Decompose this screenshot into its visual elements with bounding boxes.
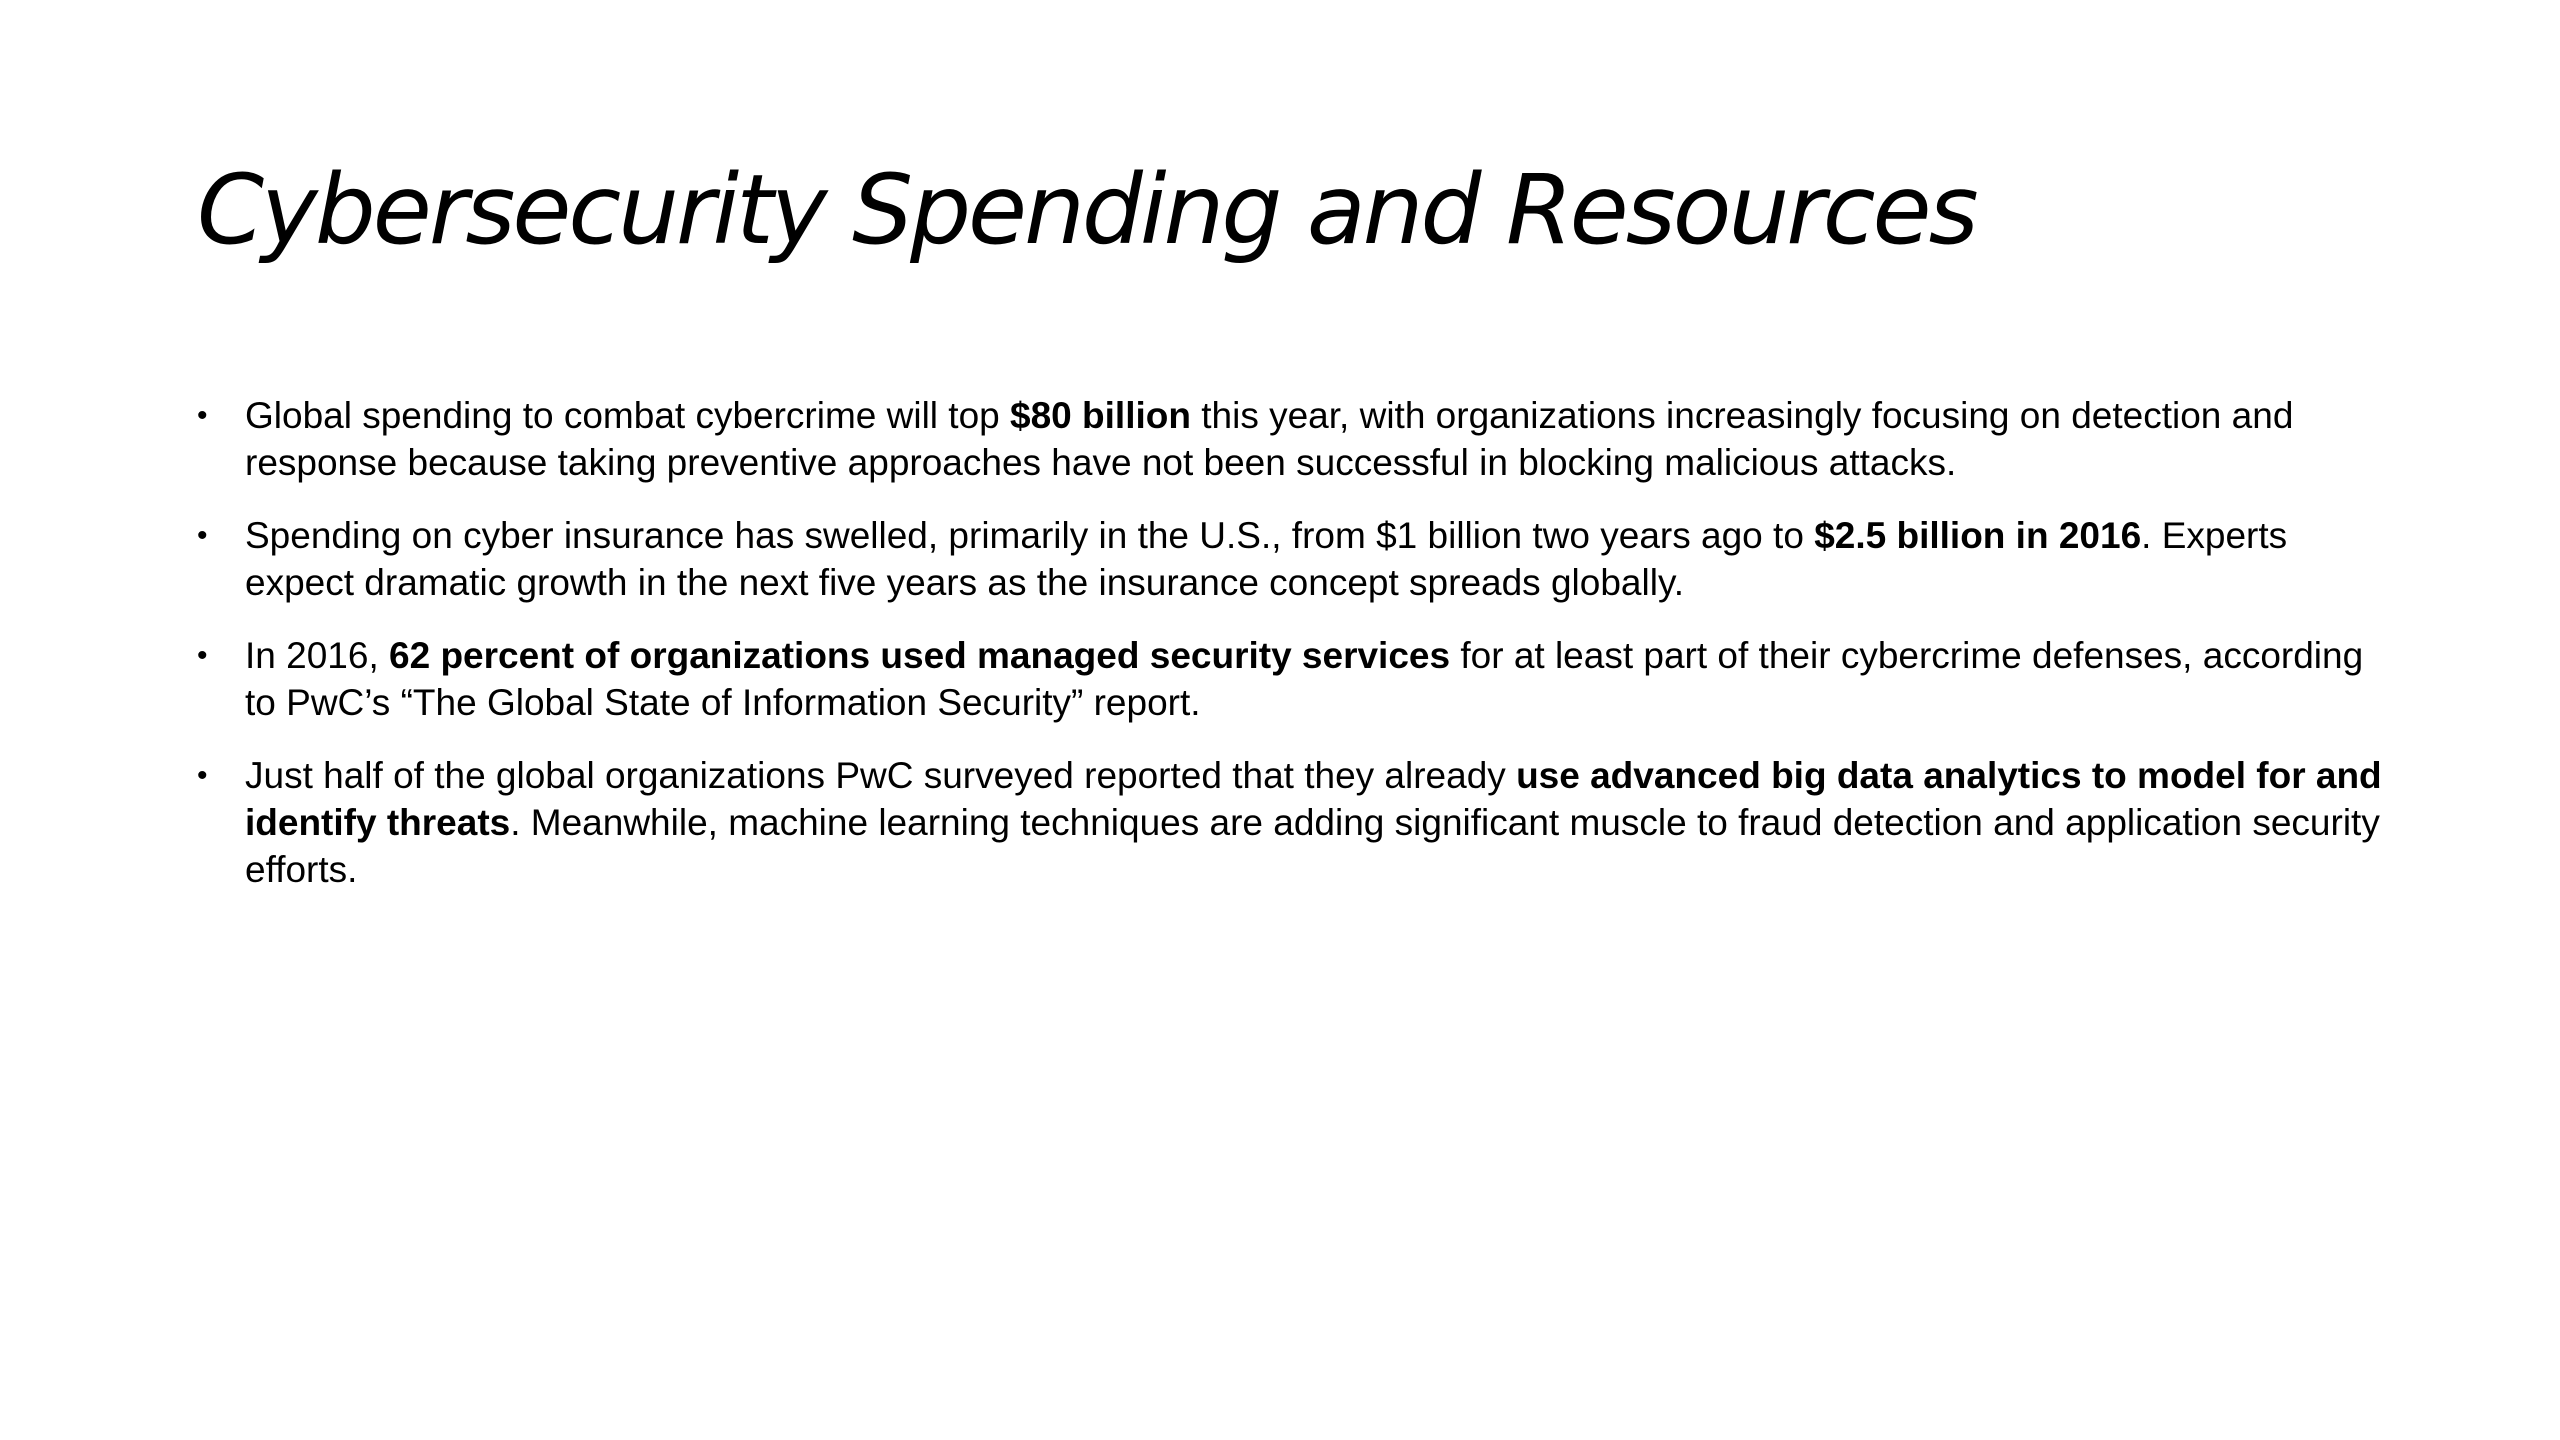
- text-segment: Spending on cyber insurance has swelled, primarily in the U.S., from $1 billion two years ago to: [245, 515, 1815, 556]
- text-segment: this year, with organizations increasingly focusing on detection and response because taking preventive approaches have not been successful in blocking malicious attacks.: [245, 395, 2294, 483]
- bullet-dot-icon: •: [197, 519, 208, 552]
- bold-text-segment: $80 billion: [1010, 395, 1191, 436]
- slide-title: Cybersecurity Spending and Resources: [197, 154, 1976, 266]
- text-segment: . Meanwhile, machine learning techniques are adding significant muscle to fraud detection and application security efforts.: [245, 802, 2380, 890]
- bullet-text: [245, 755, 2382, 890]
- bullet-text: [245, 395, 2293, 483]
- bullet-item: [197, 512, 2397, 606]
- text-segment: . Experts expect dramatic growth in the next five years as the insurance concept spreads globally.: [245, 515, 2288, 603]
- text-segment: In 2016,: [245, 635, 390, 676]
- bullet-text: [245, 515, 2287, 603]
- text-segment: Global spending to combat cybercrime will top: [245, 395, 1011, 436]
- bullet-item: [197, 632, 2397, 726]
- bullet-item: [197, 392, 2397, 486]
- bold-text-segment: $2.5 billion in 2016: [1814, 515, 2142, 556]
- bullet-text: [245, 635, 2363, 723]
- bullet-dot-icon: •: [197, 639, 208, 672]
- text-segment: Just half of the global organizations PwC surveyed reported that they already: [245, 755, 1517, 796]
- bullet-dot-icon: •: [197, 399, 208, 432]
- bullet-list: [197, 392, 2397, 919]
- bold-text-segment: use advanced big data analytics to model for and identify threats: [245, 755, 2382, 843]
- bullet-dot-icon: •: [197, 759, 208, 792]
- bold-text-segment: 62 percent of organizations used managed security services: [389, 635, 1451, 676]
- text-segment: for at least part of their cybercrime defenses, according to PwC’s “The Global State of Information Security” report.: [245, 635, 2364, 723]
- bullet-item: [197, 752, 2397, 893]
